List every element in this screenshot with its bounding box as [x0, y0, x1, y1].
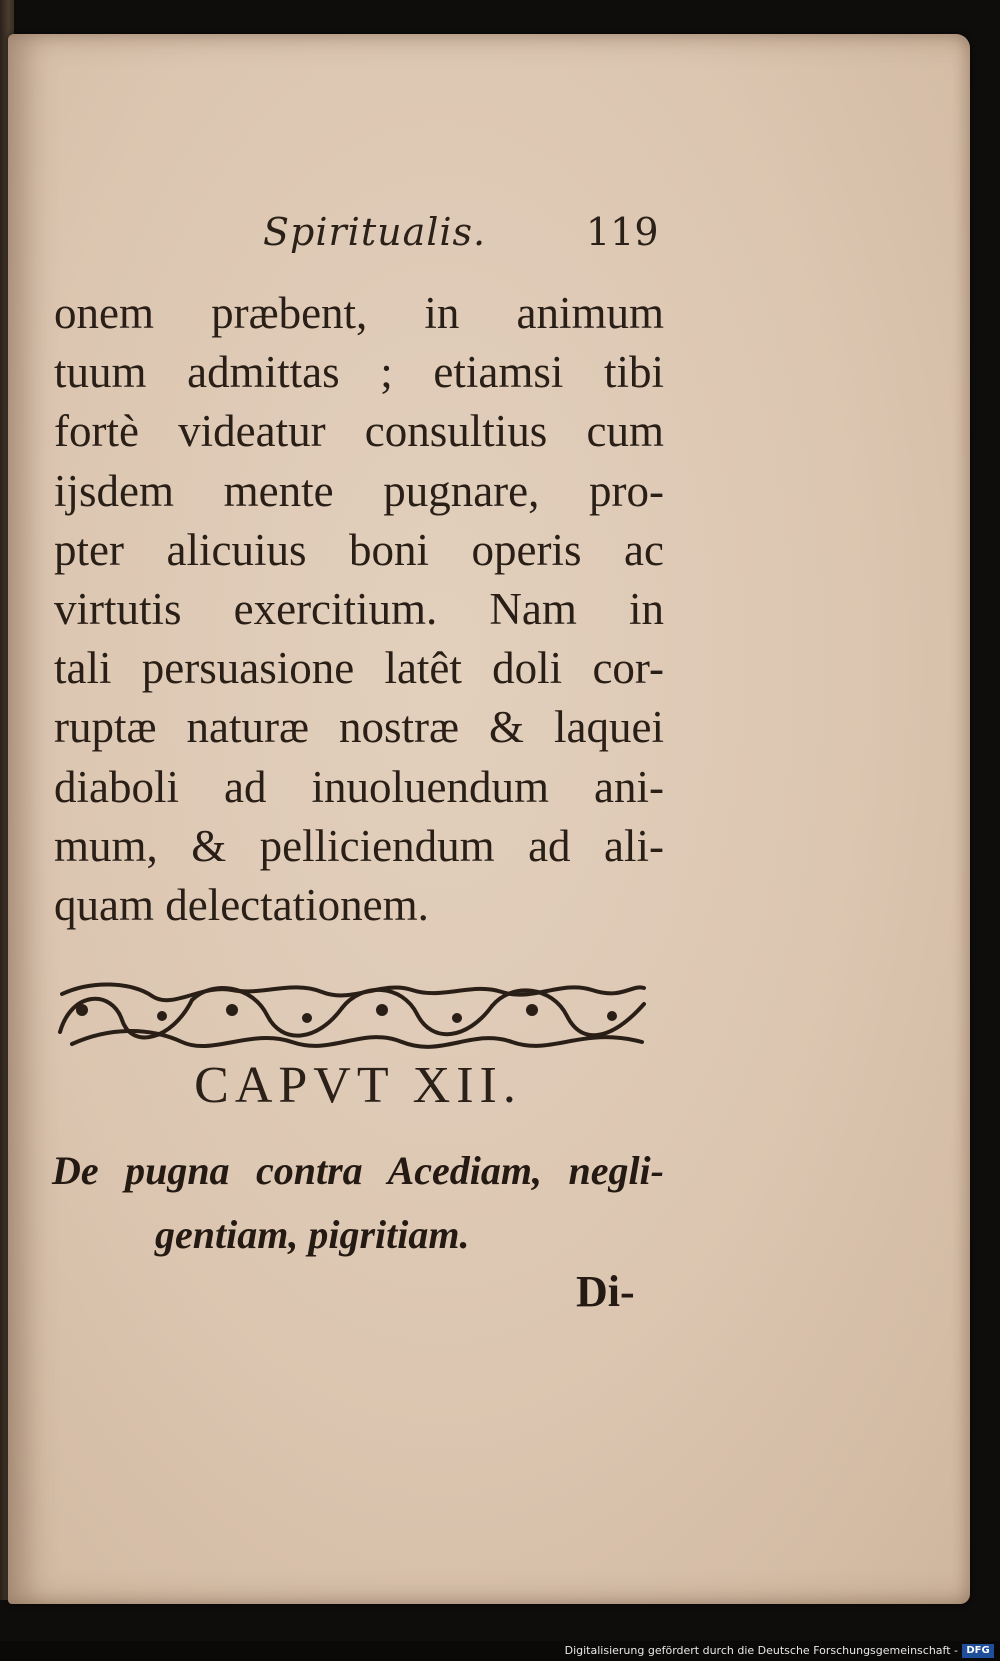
- subtitle-line: gentiam, pigritiam.: [155, 1212, 470, 1257]
- chapter-title: CAPVT XII.: [194, 1057, 522, 1114]
- book-page: [8, 34, 970, 1604]
- digitization-credit: Digitalisierung gefördert durch die Deutsche Forschungsgemeinschaft -: [564, 1644, 958, 1657]
- page-header: [8, 210, 970, 270]
- body-text: [54, 284, 664, 935]
- chapter-subtitle: [52, 1139, 664, 1267]
- dfg-logo: DFG: [962, 1644, 994, 1658]
- decorative-headpiece-ornament: [52, 970, 652, 1050]
- subtitle-line: De pugna contra Acediam, negli-: [52, 1148, 664, 1193]
- running-title: Spiritualis.: [263, 210, 487, 254]
- text-line: fortè videatur consultius cum: [54, 406, 664, 457]
- text-line: diaboli ad inuoluendum ani-: [54, 761, 664, 812]
- text-line: ijsdem mente pugnare, pro-: [54, 465, 664, 516]
- text-line: onem præbent, in animum: [54, 288, 664, 338]
- text-line-last: quam delectationem.: [54, 880, 429, 931]
- text-line: virtutis exercitium. Nam in: [54, 584, 664, 635]
- text-line: tali persuasione latêt doli cor-: [54, 643, 664, 694]
- catchword: Di-: [576, 1267, 635, 1316]
- text-line: mum, & pelliciendum ad ali-: [54, 820, 664, 871]
- text-line: ruptæ naturæ nostræ & laquei: [54, 702, 664, 753]
- text-line: pter alicuius boni operis ac: [54, 524, 664, 575]
- page-number: 119: [586, 210, 659, 254]
- text-line: tuum admittas ; etiamsi tibi: [54, 347, 664, 398]
